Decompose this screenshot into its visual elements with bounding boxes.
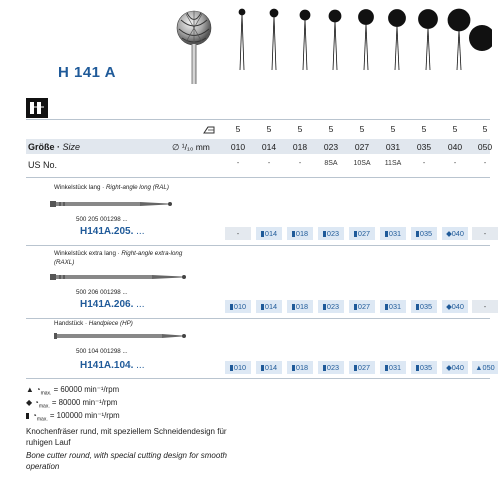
article-cell[interactable]: 014 bbox=[256, 361, 282, 374]
article-cell[interactable]: 031 bbox=[380, 227, 406, 240]
bar-marker-icon bbox=[292, 231, 295, 237]
article-cell-empty: - bbox=[472, 300, 498, 313]
article-cell[interactable]: 031 bbox=[380, 300, 406, 313]
legend-item: ▲ $◔_{max.} = 60000$ min⁻¹/rpm bbox=[26, 385, 120, 397]
shank-raxl-row bbox=[0, 300, 500, 314]
article-cell[interactable]: 014 bbox=[256, 227, 282, 240]
order-code: H141A.104. ... bbox=[80, 360, 145, 371]
us-no-cell: - bbox=[453, 160, 457, 167]
size-cell: 027 bbox=[354, 142, 370, 152]
article-cell[interactable]: 027 bbox=[349, 227, 375, 240]
bar-marker-icon bbox=[385, 365, 388, 371]
bar-marker-icon bbox=[261, 304, 264, 310]
bur-head-sizes-illustration bbox=[228, 2, 492, 74]
article-cell[interactable]: 018 bbox=[287, 227, 313, 240]
article-cell[interactable]: ▲050 bbox=[472, 361, 498, 374]
bar-marker-icon bbox=[416, 304, 419, 310]
article-cell[interactable]: 023 bbox=[318, 300, 344, 313]
us-no-cell: 10SA bbox=[353, 160, 371, 167]
pack-size-cell: 5 bbox=[359, 124, 365, 134]
pack-size-cell: 5 bbox=[390, 124, 396, 134]
pack-size-cell: 5 bbox=[297, 124, 303, 134]
size-cell: 050 bbox=[477, 142, 493, 152]
product-title: H 141 A bbox=[58, 64, 116, 81]
description-en: Bone cutter round, with special cutting design for smooth operation bbox=[26, 451, 227, 471]
size-cell: 018 bbox=[292, 142, 308, 152]
bar-marker-icon bbox=[385, 304, 388, 310]
triangle-marker-icon: ▲ bbox=[26, 385, 34, 394]
article-cell[interactable]: 035 bbox=[411, 361, 437, 374]
bar-marker-icon bbox=[292, 365, 295, 371]
size-cell: 010 bbox=[230, 142, 246, 152]
pack-size-cell: 5 bbox=[266, 124, 272, 134]
order-code: H141A.205. ... bbox=[80, 226, 145, 237]
article-cell[interactable]: ◆040 bbox=[442, 300, 468, 313]
bar-marker-icon bbox=[354, 231, 357, 237]
table-rule bbox=[26, 177, 490, 178]
article-cell[interactable]: 027 bbox=[349, 361, 375, 374]
size-row bbox=[0, 142, 500, 154]
shank-hp-illustration bbox=[54, 330, 190, 342]
table-top-rule bbox=[26, 119, 490, 120]
table-rule bbox=[26, 245, 490, 246]
order-code: H141A.206. ... bbox=[80, 299, 145, 310]
article-cell[interactable]: 014 bbox=[256, 300, 282, 313]
article-cell[interactable]: 010 bbox=[225, 361, 251, 374]
bar-marker-icon bbox=[385, 231, 388, 237]
us-no-cell: - bbox=[298, 160, 302, 167]
size-cell: 014 bbox=[261, 142, 277, 152]
article-cell[interactable]: 023 bbox=[318, 227, 344, 240]
article-cell[interactable]: 035 bbox=[411, 300, 437, 313]
description-de: Knochenfräser rund, mit speziellem Schneidendesign für ruhigen Lauf bbox=[26, 427, 227, 447]
triangle-marker-icon: ▲ bbox=[475, 363, 483, 372]
article-cell[interactable]: 031 bbox=[380, 361, 406, 374]
article-cell-empty: - bbox=[225, 227, 251, 240]
article-cell[interactable]: 018 bbox=[287, 300, 313, 313]
us-no-cell: 11SA bbox=[384, 160, 402, 167]
shank-ral-illustration bbox=[50, 198, 176, 210]
table-rule bbox=[26, 378, 490, 379]
shank-label: Winkelstück lang · Right-angle long (RAL) bbox=[54, 184, 169, 191]
pack-size-cell: 5 bbox=[482, 124, 488, 134]
bar-marker-icon bbox=[292, 304, 295, 310]
us-no-label: US No. bbox=[28, 160, 58, 170]
table-rule bbox=[26, 318, 490, 319]
rpm-icon: ◔ bbox=[35, 385, 41, 394]
size-cell: 031 bbox=[385, 142, 401, 152]
pack-size-cell: 5 bbox=[421, 124, 427, 134]
bar-marker-icon bbox=[354, 365, 357, 371]
order-number-base: 500 205 001298 ... bbox=[76, 216, 128, 223]
pack-size-cell: 5 bbox=[452, 124, 458, 134]
diamond-marker-icon: ◆ bbox=[26, 398, 32, 407]
shank-label: Handstück · Handpiece (HP) bbox=[54, 320, 133, 327]
pack-size-cell: 5 bbox=[328, 124, 334, 134]
shank-label-abbr: (RAXL) bbox=[54, 259, 75, 266]
bar-marker-icon bbox=[323, 231, 326, 237]
us-no-cell: - bbox=[236, 160, 240, 167]
bar-marker-icon bbox=[323, 304, 326, 310]
article-cell[interactable]: 018 bbox=[287, 361, 313, 374]
pack-size-cell: 5 bbox=[235, 124, 241, 134]
bar-marker-icon bbox=[416, 365, 419, 371]
article-cell[interactable]: 010 bbox=[225, 300, 251, 313]
bar-marker-icon bbox=[230, 365, 233, 371]
us-no-cell: - bbox=[422, 160, 426, 167]
us-no-cell: - bbox=[483, 160, 487, 167]
bar-marker-icon bbox=[416, 231, 419, 237]
us-no-cell: - bbox=[267, 160, 271, 167]
legend-item: $◔_{max.} = 100000$ min⁻¹/rpm bbox=[26, 411, 120, 423]
diamond-marker-icon: ◆ bbox=[446, 302, 452, 311]
company-logo bbox=[26, 98, 48, 118]
bar-marker-icon bbox=[354, 304, 357, 310]
size-cell: 040 bbox=[447, 142, 463, 152]
bar-marker-icon bbox=[261, 365, 264, 371]
size-unit-label: ∅ ¹/₁₀ mm bbox=[172, 142, 210, 152]
size-cell: 035 bbox=[416, 142, 432, 152]
size-cell: 023 bbox=[323, 142, 339, 152]
article-cell-empty: - bbox=[472, 227, 498, 240]
bar-marker-icon bbox=[26, 413, 29, 419]
size-label: Größe · Size bbox=[28, 142, 81, 152]
order-number-base: 500 104 001298 ... bbox=[76, 348, 128, 355]
shank-ral-row bbox=[0, 227, 500, 241]
shank-hp-row bbox=[0, 361, 500, 375]
article-cell[interactable]: 023 bbox=[318, 361, 344, 374]
us-no-row bbox=[0, 160, 500, 172]
us-no-cell: 8SA bbox=[324, 160, 338, 167]
bar-marker-icon bbox=[261, 231, 264, 237]
article-cell[interactable]: ◆040 bbox=[442, 361, 468, 374]
bar-marker-icon bbox=[230, 304, 233, 310]
rpm-icon: ◔ bbox=[34, 398, 39, 407]
diamond-marker-icon: ◆ bbox=[446, 363, 452, 372]
bar-marker-icon bbox=[323, 365, 326, 371]
article-cell[interactable]: 027 bbox=[349, 300, 375, 313]
order-number-base: 500 206 001298 ... bbox=[76, 289, 128, 296]
rpm-icon: ◔ bbox=[32, 411, 37, 420]
article-cell[interactable]: ◆040 bbox=[442, 227, 468, 240]
pack-size-row bbox=[0, 124, 500, 136]
legend-item: ◆ $◔_{max.} = 80000$ min⁻¹/rpm bbox=[26, 398, 118, 410]
article-cell[interactable]: 035 bbox=[411, 227, 437, 240]
shank-raxl-illustration bbox=[50, 271, 190, 283]
bur-photo bbox=[172, 2, 216, 84]
shank-label: Winkelstück extra lang · Right-angle extra-long bbox=[54, 250, 183, 257]
diamond-marker-icon: ◆ bbox=[446, 229, 452, 238]
